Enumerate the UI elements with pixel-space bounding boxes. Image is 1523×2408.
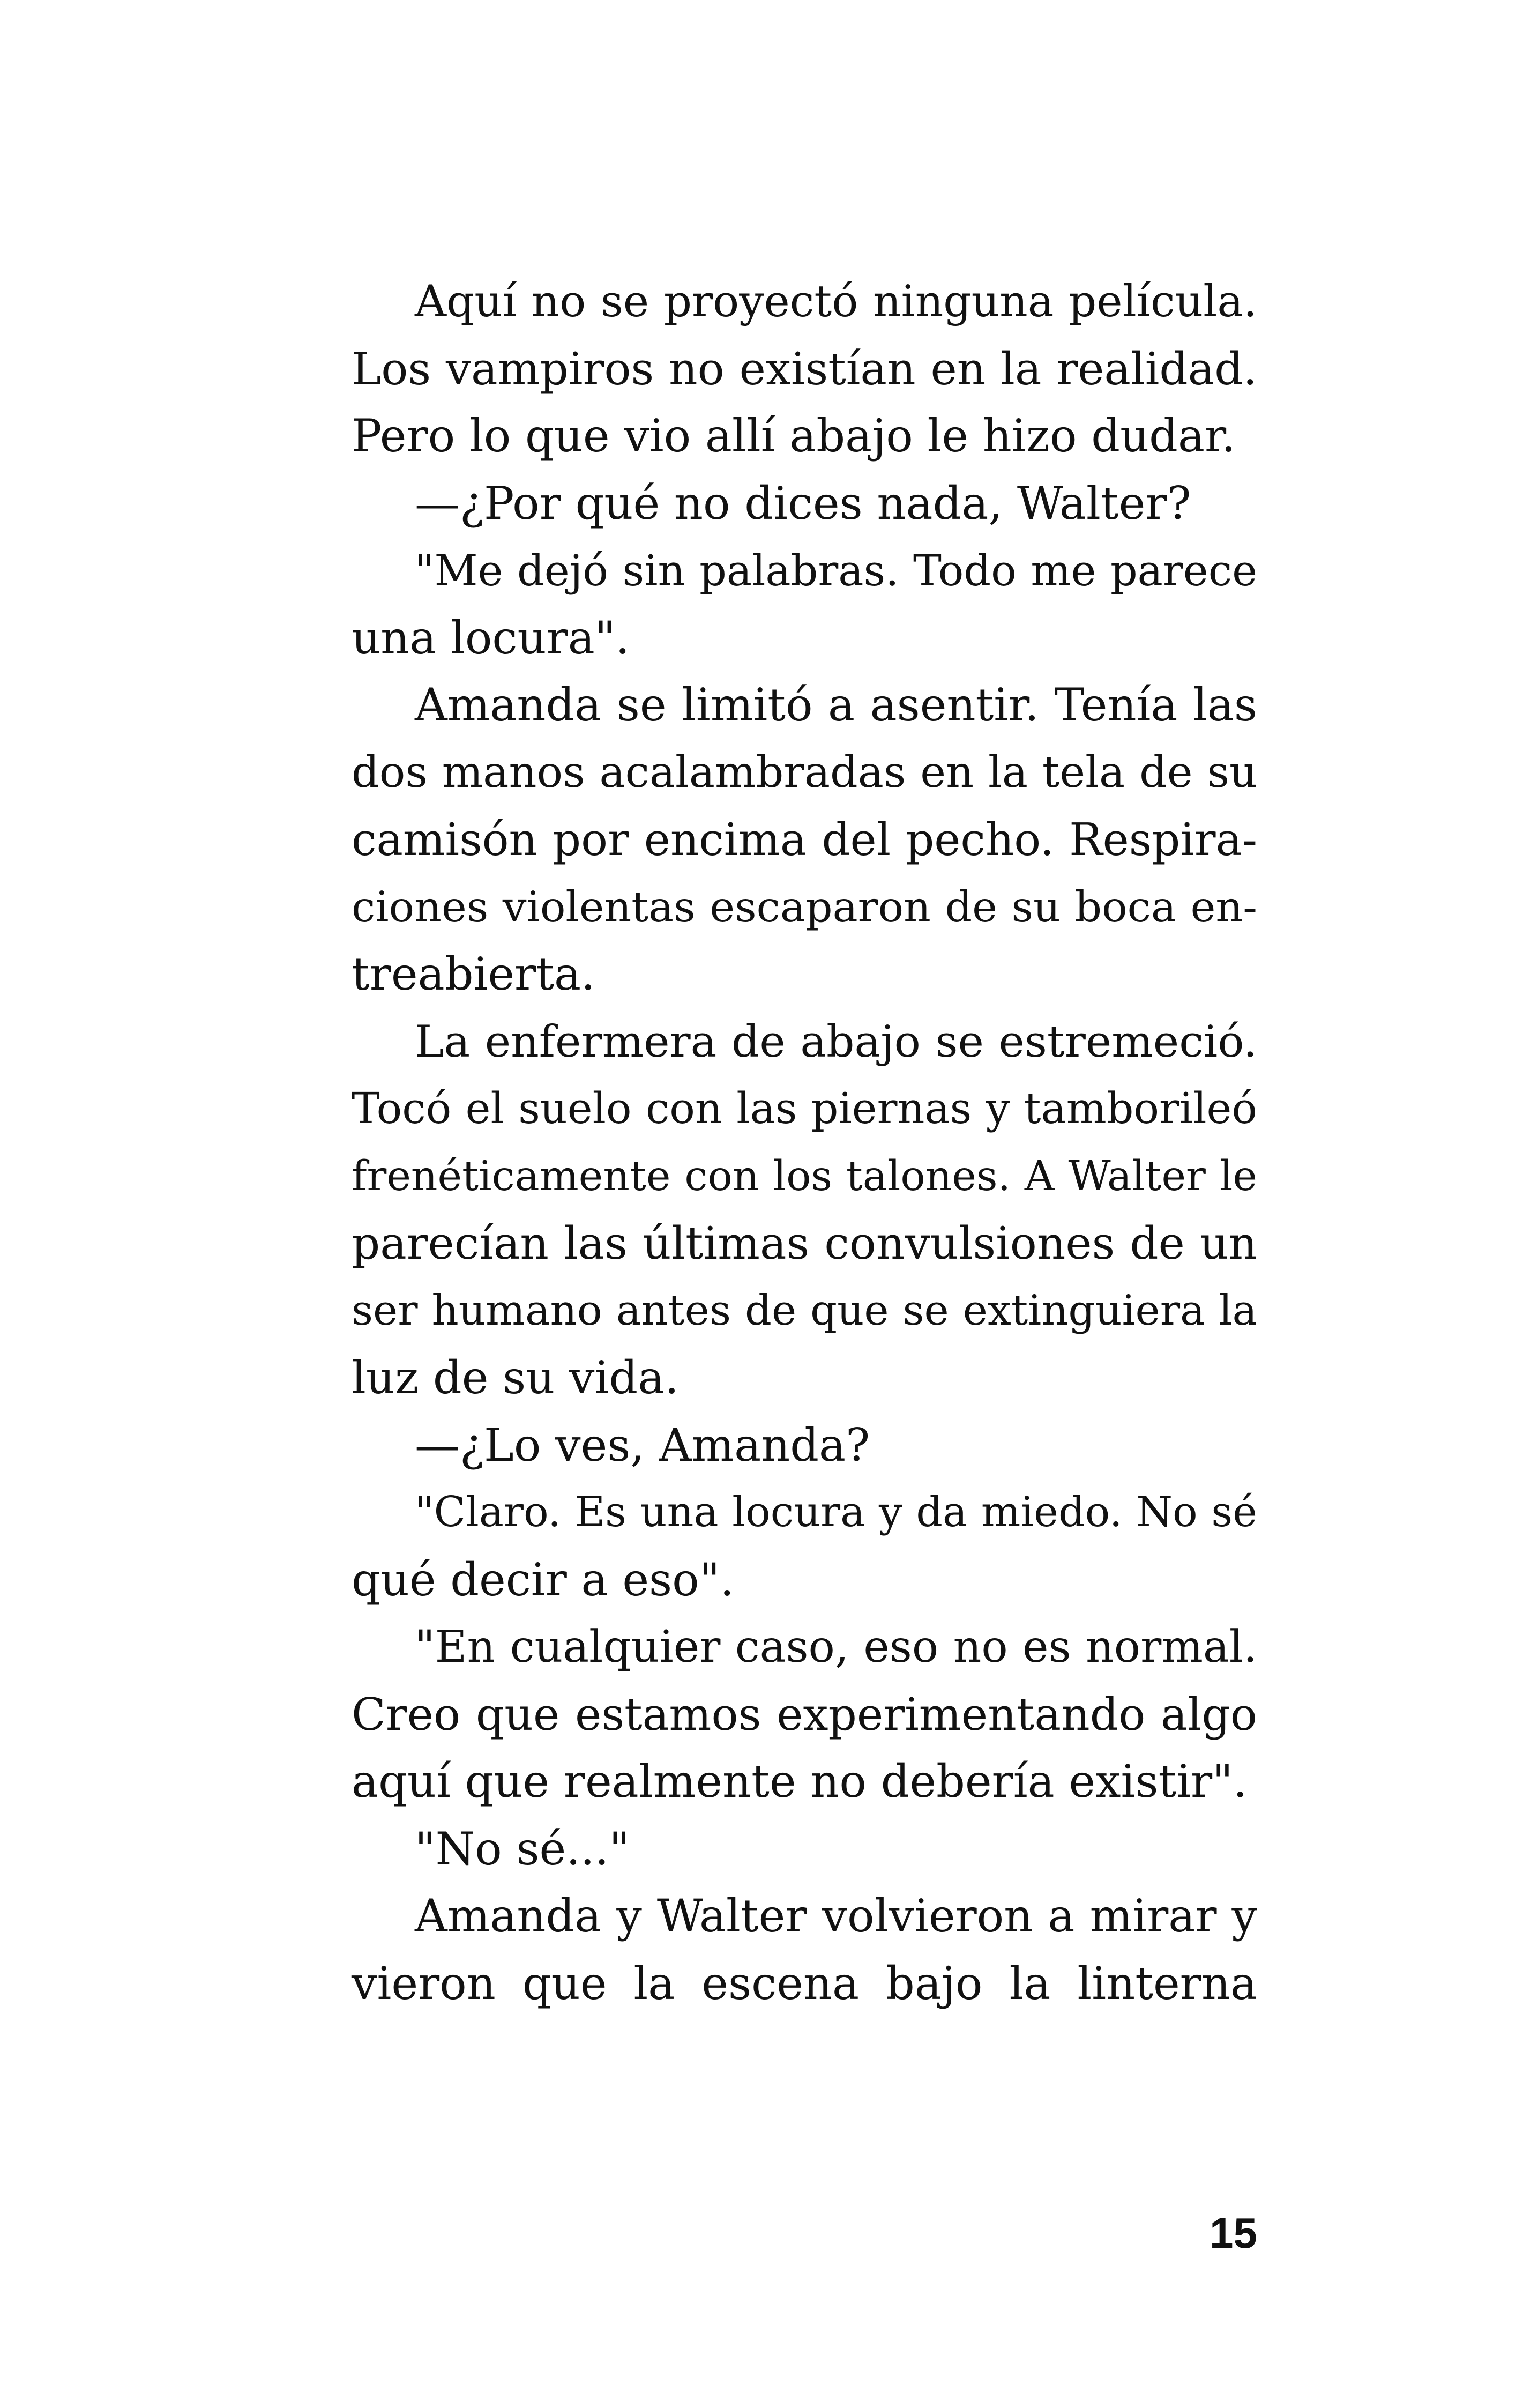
text-line: parecían las últimas convulsiones de un bbox=[352, 1217, 1257, 1269]
text-line: "No sé..." bbox=[415, 1822, 630, 1875]
text-line: aquí que realmente no debería existir". bbox=[352, 1755, 1248, 1808]
text-line: treabierta. bbox=[352, 948, 595, 1000]
text-line: La enfermera de abajo se estremeció. bbox=[415, 1016, 1257, 1067]
page-number: 15 bbox=[1210, 2209, 1257, 2257]
text-line: ciones violentas escaparon de su boca en- bbox=[352, 882, 1257, 932]
text-line: ser humano antes de que se extinguiera la bbox=[352, 1286, 1257, 1335]
text-line: Amanda y Walter volvieron a mirar y bbox=[415, 1890, 1257, 1942]
text-line: Pero lo que vio allí abajo le hizo dudar. bbox=[352, 410, 1236, 462]
text-line: —¿Por qué no dices nada, Walter? bbox=[415, 477, 1191, 530]
text-line: vieron que la escena bajo la linterna bbox=[352, 1957, 1257, 2010]
text-line: Aquí no se proyectó ninguna película. bbox=[415, 276, 1257, 327]
text-line: camisón por encima del pecho. Respira- bbox=[352, 814, 1257, 866]
text-line: qué decir a eso". bbox=[352, 1553, 735, 1606]
text-line: una locura". bbox=[352, 611, 630, 664]
text-line: "En cualquier caso, eso no es normal. bbox=[415, 1622, 1257, 1673]
text-line: —¿Lo ves, Amanda? bbox=[415, 1418, 870, 1471]
text-line: dos manos acalambradas en la tela de su bbox=[352, 747, 1257, 798]
text-line: luz de su vida. bbox=[352, 1351, 679, 1404]
text-line: Creo que estamos experimentando algo bbox=[352, 1688, 1257, 1741]
text-line: "Claro. Es una locura y da miedo. No sé bbox=[415, 1488, 1257, 1536]
text-line: Amanda se limitó a asentir. Tenía las bbox=[415, 679, 1257, 731]
text-line: frenéticamente con los talones. A Walter le bbox=[352, 1151, 1257, 1200]
text-line: Los vampiros no existían en la realidad. bbox=[352, 343, 1257, 395]
text-line: Tocó el suelo con las piernas y tamborileó bbox=[352, 1084, 1257, 1133]
text-line: "Me dejó sin palabras. Todo me parece bbox=[415, 546, 1257, 596]
page-body-text bbox=[352, 268, 1257, 2017]
